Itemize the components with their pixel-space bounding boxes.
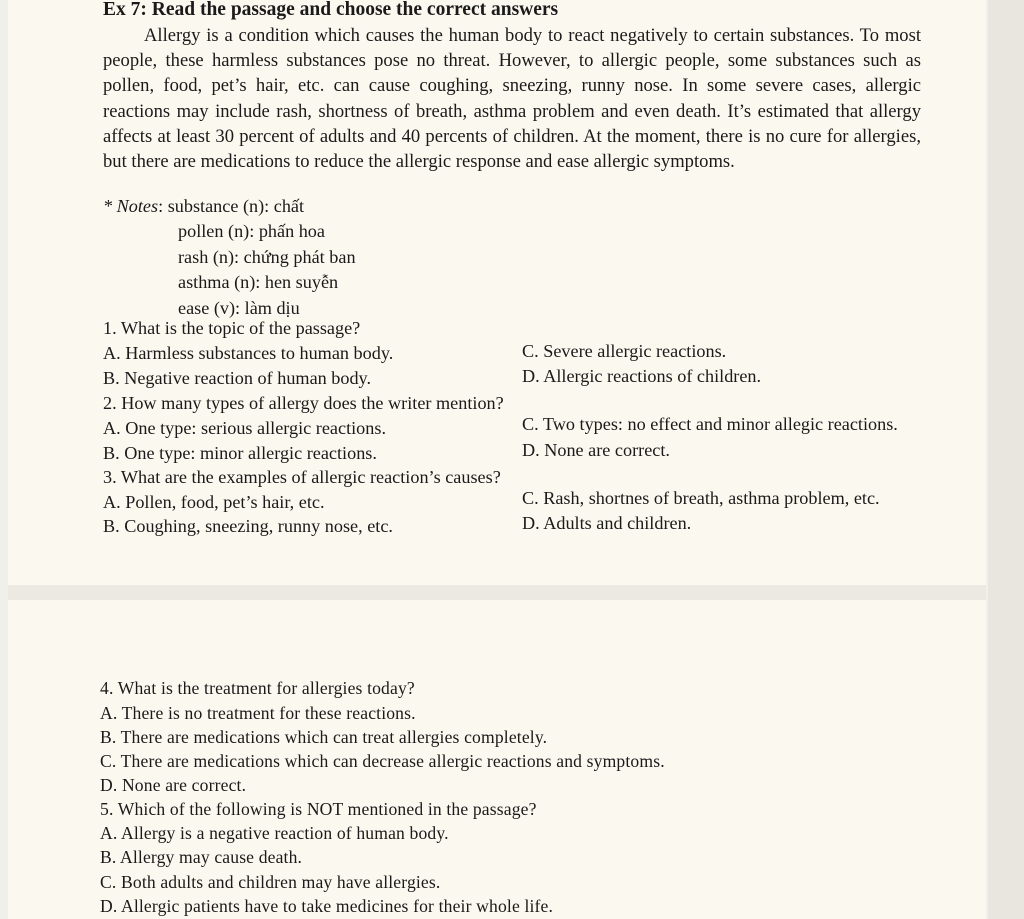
option-5b: B. Allergy may cause death. — [100, 847, 303, 867]
note-item: substance (n): chất — [167, 196, 305, 216]
question-4: 4. What is the treatment for allergies today? — [100, 678, 415, 698]
question-5: 5. Which of the following is NOT mentioned in the passage? — [100, 799, 537, 819]
note-item: rash (n): chứng phát ban — [178, 246, 356, 267]
exercise-title: Ex 7: Read the passage and choose the correct answers — [103, 0, 559, 20]
option-3d: D. Adults and children. — [522, 513, 692, 533]
note-item: pollen (n): phấn hoa — [178, 221, 325, 242]
option-3c: C. Rash, shortnes of breath, asthma problem, etc. — [522, 488, 880, 508]
option-4c: C. There are medications which can decrease allergic reactions and symptoms. — [100, 751, 665, 771]
option-5c: C. Both adults and children may have allergies. — [100, 872, 441, 892]
question-2: 2. How many types of allergy does the writer mention? — [103, 393, 504, 413]
option-4a: A. There is no treatment for these reactions. — [100, 703, 416, 723]
vocabulary-notes — [103, 194, 356, 321]
option-5d: D. Allergic patients have to take medicines for their whole life. — [100, 896, 554, 916]
option-2a: A. One type: serious allergic reactions. — [103, 418, 386, 438]
option-1d: D. Allergic reactions of children. — [522, 366, 762, 386]
note-item: ease (v): làm dịu — [178, 297, 300, 318]
reading-passage: Allergy is a condition which causes the human body to react negatively to certain substances. To most people, these harmless substances pose no threat. However, to allergic people, some substances such as pollen, food, pet’s hair, etc. can cause coughing, sneezing, runny nose. In some severe cases, allergic reactions may include rash, shortness of breath, asthma problem and even death. It’s estimated that allergy affects at least 30 percent of adults and 40 percents of children. At the moment, there is no cure for allergies, but there are medications to reduce the allergic response and ease allergic symptoms. — [103, 25, 921, 173]
option-4b: B. There are medications which can treat allergies completely. — [100, 727, 548, 747]
page-top — [8, 0, 986, 585]
option-1a: A. Harmless substances to human body. — [103, 343, 394, 363]
question-1: 1. What is the topic of the passage? — [103, 318, 361, 338]
option-2c: C. Two types: no effect and minor allegic reactions. — [522, 414, 898, 434]
note-item: asthma (n): hen suyễn — [178, 272, 339, 293]
option-1b: B. Negative reaction of human body. — [103, 368, 372, 388]
option-2b: B. One type: minor allergic reactions. — [103, 443, 377, 463]
option-4d: D. None are correct. — [100, 775, 247, 795]
right-edge-strip — [988, 0, 1024, 919]
option-3b: B. Coughing, sneezing, runny nose, etc. — [103, 516, 393, 536]
page-divider — [8, 585, 986, 600]
page-bottom — [8, 600, 986, 919]
question-3: 3. What are the examples of allergic reaction’s causes? — [103, 467, 501, 487]
notes-lead: * Notes — [103, 196, 159, 216]
note-row: * Notes: substance (n): chất — [103, 196, 305, 216]
option-3a: A. Pollen, food, pet’s hair, etc. — [103, 492, 325, 512]
option-2d: D. None are correct. — [522, 440, 670, 460]
option-5a: A. Allergy is a negative reaction of human body. — [100, 823, 449, 843]
option-1c: C. Severe allergic reactions. — [522, 341, 727, 361]
